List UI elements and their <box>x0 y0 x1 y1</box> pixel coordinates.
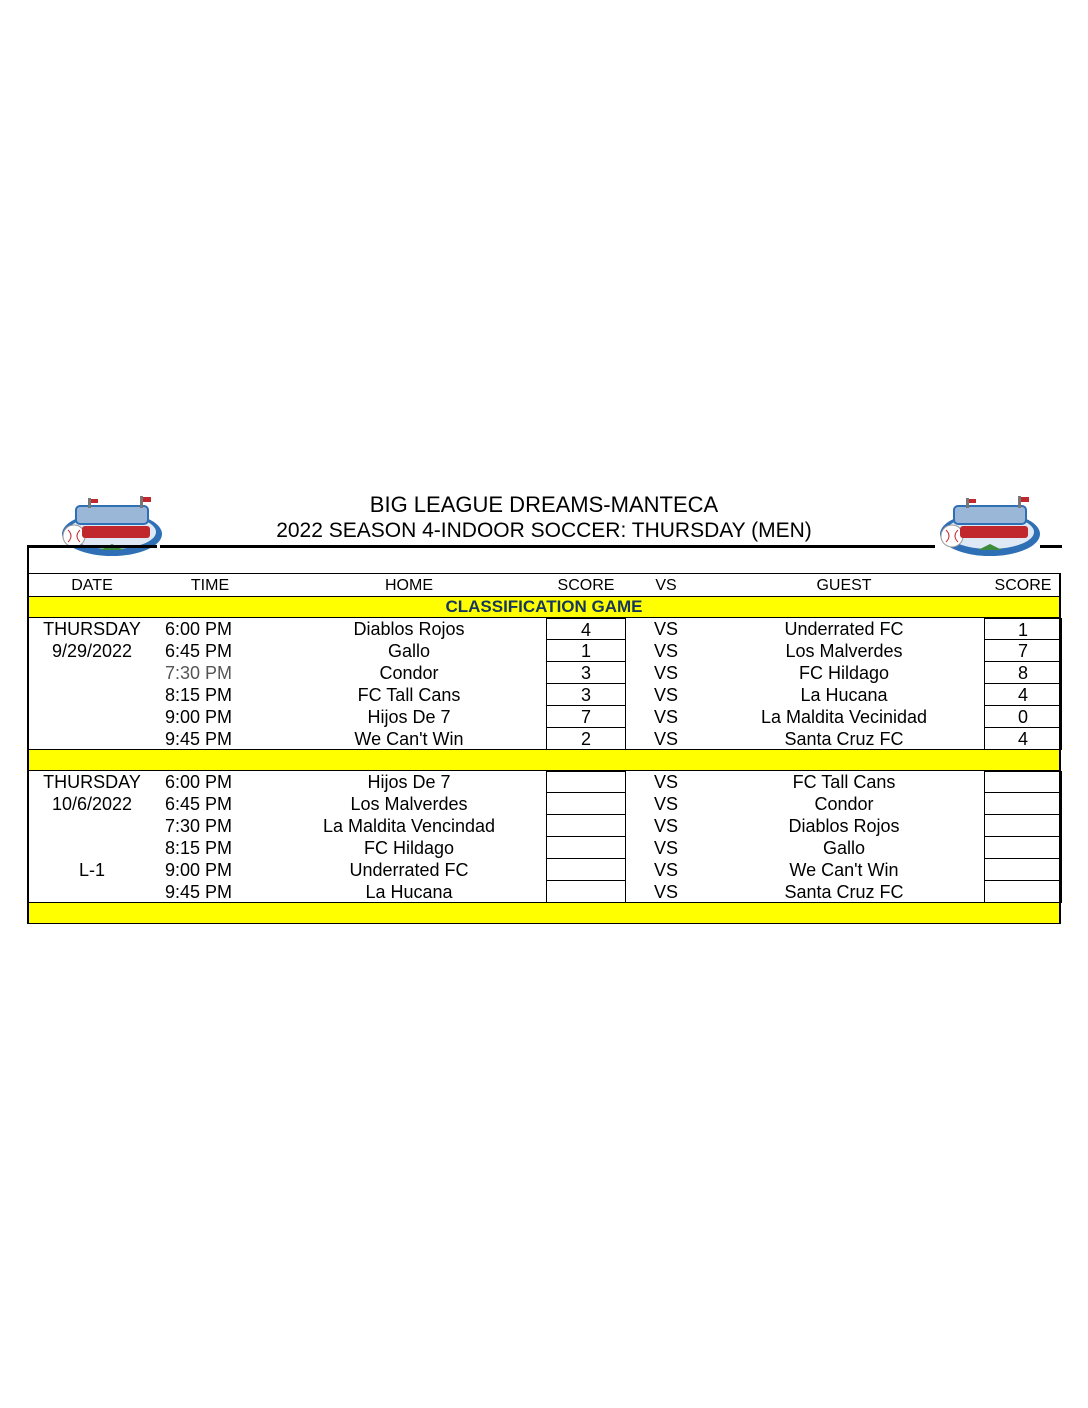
home-score: 7 <box>546 706 626 728</box>
game-time: 9:45 PM <box>165 729 233 749</box>
game-time: 9:00 PM <box>165 707 233 727</box>
guest-score[interactable] <box>984 881 1062 903</box>
page-subtitle: 2022 SEASON 4-INDOOR SOCCER: THURSDAY (MEN) <box>276 519 812 542</box>
home-score[interactable] <box>546 771 626 793</box>
game-row <box>29 640 1059 662</box>
game-row <box>29 684 1059 706</box>
game-time: 6:45 PM <box>165 641 233 661</box>
guest-team: Condor <box>814 794 874 814</box>
guest-team: Gallo <box>822 838 866 858</box>
game-row <box>29 618 1059 640</box>
home-team: We Can't Win <box>354 729 464 749</box>
vs-label: VS <box>653 816 678 836</box>
vs-label: VS <box>653 794 678 814</box>
guest-team: La Hucana <box>800 685 888 705</box>
vs-label: VS <box>653 860 678 880</box>
home-team: La Hucana <box>365 882 453 902</box>
guest-score[interactable] <box>984 771 1062 793</box>
guest-score[interactable] <box>984 815 1062 837</box>
home-score: 2 <box>546 728 626 750</box>
guest-score: 8 <box>984 662 1062 684</box>
section-divider-banner <box>29 749 1059 771</box>
guest-team: Underrated FC <box>784 619 904 639</box>
week-1-games <box>29 618 1059 750</box>
column-header-row <box>29 575 1059 597</box>
guest-score[interactable] <box>984 837 1062 859</box>
column-header-guest: GUEST <box>816 577 872 594</box>
column-header-home: HOME <box>385 577 433 594</box>
game-date: 10/6/2022 <box>51 794 133 814</box>
column-header-guest-score: SCORE <box>994 577 1052 594</box>
vs-label: VS <box>653 838 678 858</box>
guest-score: 7 <box>984 640 1062 662</box>
game-time: 7:30 PM <box>165 663 233 683</box>
game-day: THURSDAY <box>43 772 141 792</box>
home-score[interactable] <box>546 837 626 859</box>
big-league-dreams-logo-right <box>938 494 1042 560</box>
column-header-vs: VS <box>655 577 677 594</box>
home-team: Hijos De 7 <box>367 772 451 792</box>
guest-team: La Maldita Vecinidad <box>760 707 928 727</box>
header-rule-tick <box>27 545 29 573</box>
guest-score: 1 <box>984 618 1062 640</box>
game-row <box>29 859 1059 881</box>
game-time: 9:00 PM <box>165 860 233 880</box>
guest-score[interactable] <box>984 859 1062 881</box>
game-row <box>29 662 1059 684</box>
game-time: 9:45 PM <box>165 882 233 902</box>
home-team: Condor <box>379 663 439 683</box>
home-score: 1 <box>546 640 626 662</box>
guest-team: Santa Cruz FC <box>784 729 904 749</box>
column-header-home-score: SCORE <box>557 577 615 594</box>
guest-score: 4 <box>984 728 1062 750</box>
header-rule-right <box>160 545 935 548</box>
home-score[interactable] <box>546 881 626 903</box>
guest-team: Diablos Rojos <box>788 816 900 836</box>
home-team: FC Tall Cans <box>357 685 461 705</box>
game-day: THURSDAY <box>43 619 141 639</box>
guest-team: Santa Cruz FC <box>784 882 904 902</box>
guest-team: Los Malverdes <box>785 641 903 661</box>
page-title: BIG LEAGUE DREAMS-MANTECA <box>369 492 719 517</box>
column-header-date: DATE <box>71 577 113 594</box>
home-score[interactable] <box>546 859 626 881</box>
vs-label: VS <box>653 685 678 705</box>
home-team: FC Hildago <box>363 838 455 858</box>
big-league-dreams-logo-left <box>60 494 164 560</box>
game-row <box>29 881 1059 903</box>
game-row <box>29 837 1059 859</box>
header-rule-left <box>27 545 157 548</box>
schedule-table <box>27 573 1061 924</box>
header-rule-end <box>1040 545 1062 548</box>
guest-team: FC Tall Cans <box>792 772 896 792</box>
column-header-time: TIME <box>190 577 230 594</box>
game-row <box>29 815 1059 837</box>
home-team: Gallo <box>387 641 431 661</box>
classification-banner-label: CLASSIFICATION GAME <box>445 597 643 616</box>
game-time: 7:30 PM <box>165 816 233 836</box>
home-score: 3 <box>546 662 626 684</box>
guest-score[interactable] <box>984 793 1062 815</box>
game-note: L-1 <box>78 860 105 880</box>
home-score[interactable] <box>546 793 626 815</box>
vs-label: VS <box>653 663 678 683</box>
classification-banner <box>29 596 1059 618</box>
game-time: 6:00 PM <box>165 772 233 792</box>
guest-score: 0 <box>984 706 1062 728</box>
home-score: 3 <box>546 684 626 706</box>
home-score: 4 <box>546 618 626 640</box>
home-team: Los Malverdes <box>350 794 468 814</box>
game-date: 9/29/2022 <box>51 641 133 661</box>
home-team: Underrated FC <box>349 860 469 880</box>
guest-score: 4 <box>984 684 1062 706</box>
home-team: Hijos De 7 <box>367 707 451 727</box>
footer-banner <box>29 902 1059 923</box>
vs-label: VS <box>653 729 678 749</box>
game-time: 8:15 PM <box>165 685 233 705</box>
home-score[interactable] <box>546 815 626 837</box>
game-time: 6:45 PM <box>165 794 233 814</box>
game-time: 6:00 PM <box>165 619 233 639</box>
game-row <box>29 706 1059 728</box>
vs-label: VS <box>653 882 678 902</box>
vs-label: VS <box>653 707 678 727</box>
game-row <box>29 793 1059 815</box>
home-team: La Maldita Vencindad <box>322 816 496 836</box>
game-time: 8:15 PM <box>165 838 233 858</box>
vs-label: VS <box>653 772 678 792</box>
vs-label: VS <box>653 641 678 661</box>
home-team: Diablos Rojos <box>353 619 465 639</box>
game-row <box>29 771 1059 793</box>
vs-label: VS <box>653 619 678 639</box>
game-row <box>29 728 1059 750</box>
week-2-games <box>29 771 1059 903</box>
guest-team: FC Hildago <box>798 663 890 683</box>
guest-team: We Can't Win <box>789 860 899 880</box>
